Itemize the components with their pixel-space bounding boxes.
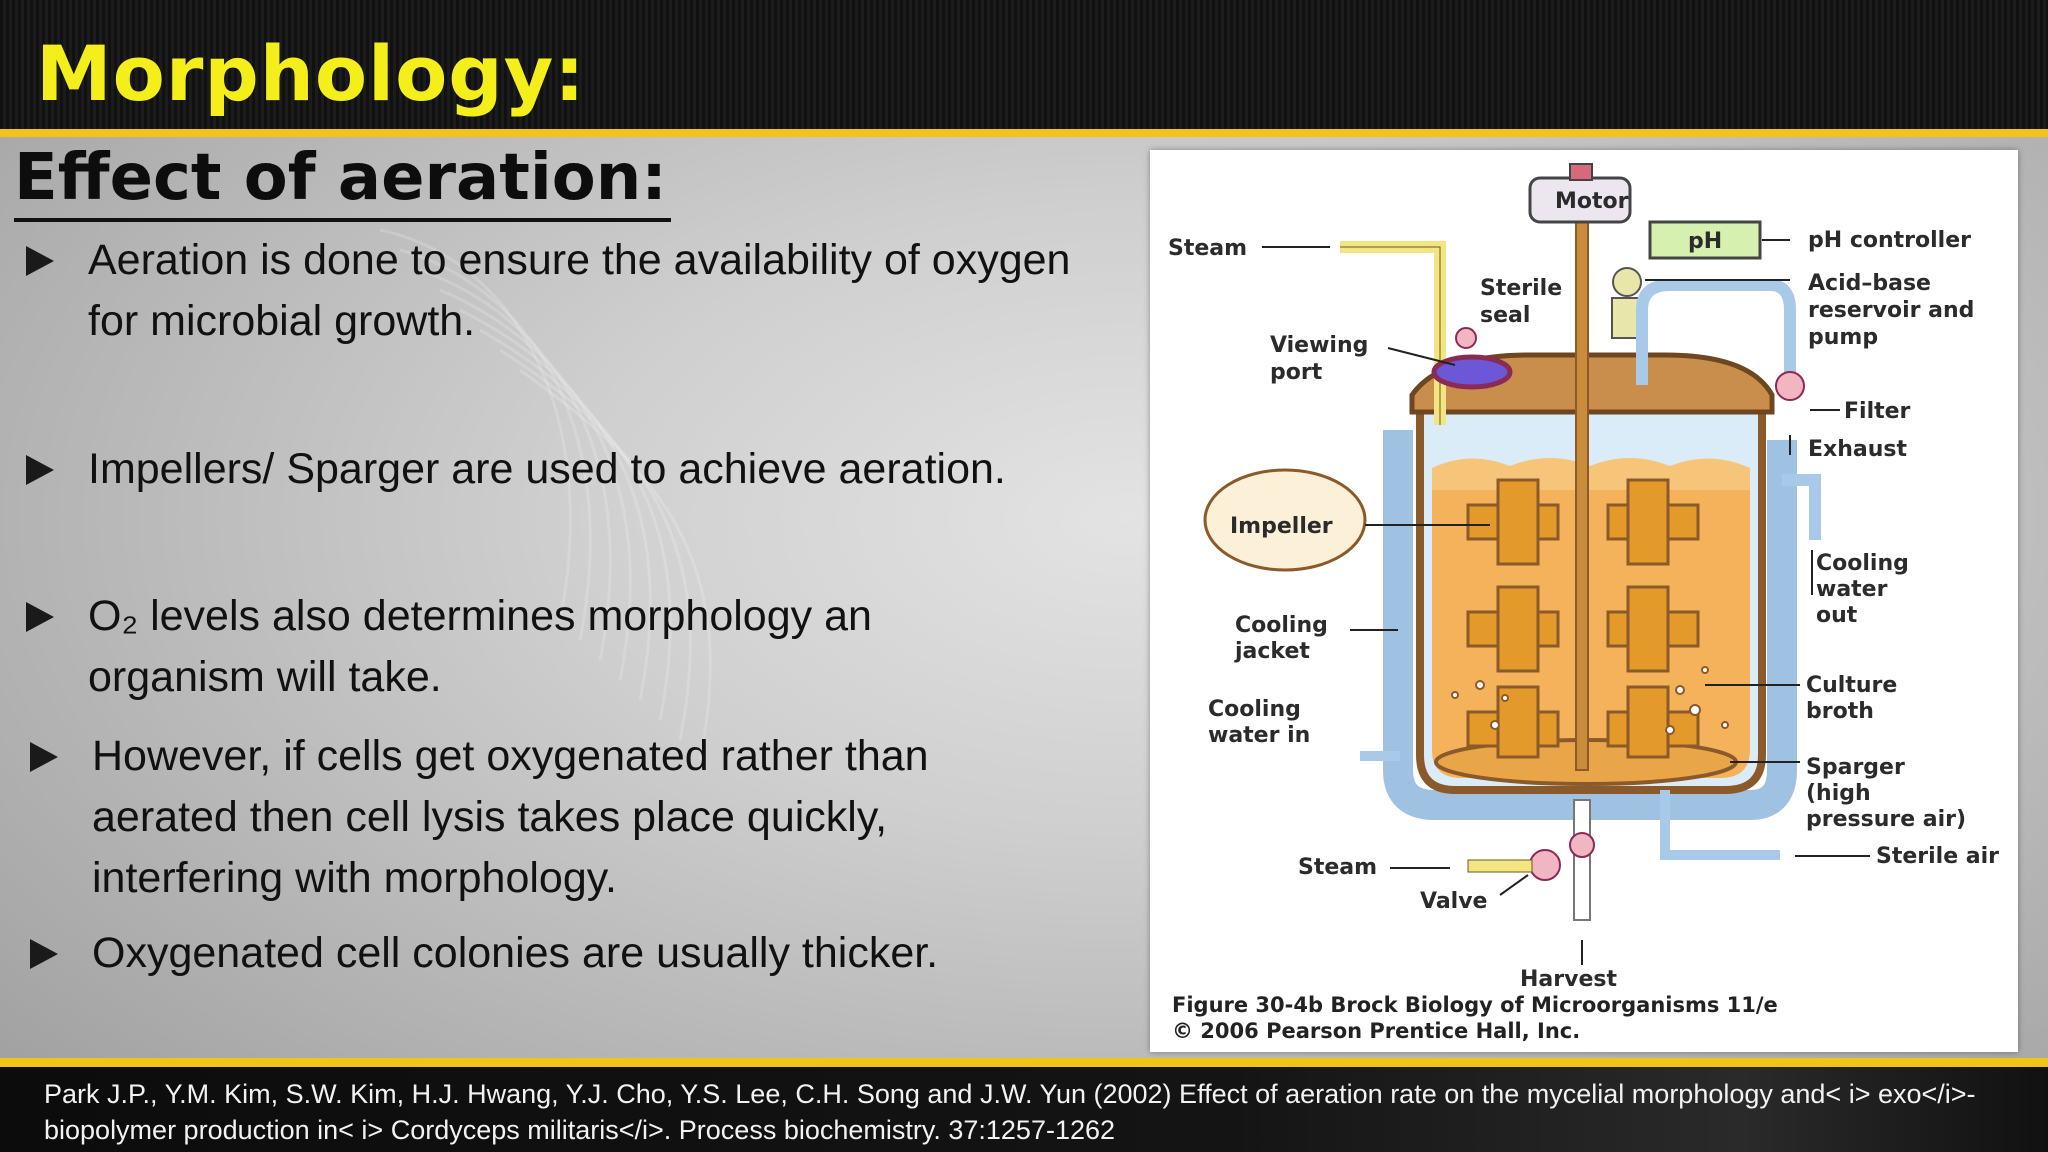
label-culture-broth-1: Culture xyxy=(1806,673,1898,698)
label-cooling-out-2: water xyxy=(1816,577,1888,602)
label-cooling-jacket-2: jacket xyxy=(1235,639,1310,664)
bullet-arrow-icon xyxy=(26,455,54,485)
bullet-arrow-icon xyxy=(30,939,58,969)
label-acid-base-1: Acid–base xyxy=(1808,271,1931,296)
label-sparger-3: pressure air) xyxy=(1806,807,1967,832)
label-cooling-in-2: water in xyxy=(1208,723,1311,748)
bullet-2 xyxy=(26,439,1116,500)
label-sterile-seal-2: seal xyxy=(1480,303,1531,328)
bullet-4 xyxy=(30,726,1060,909)
header-divider xyxy=(0,129,2048,137)
label-exhaust: Exhaust xyxy=(1808,437,1907,462)
bullet-5 xyxy=(30,923,1120,984)
bullet-text: Oxygenated cell colonies are usually thicker. xyxy=(92,929,939,977)
bullet-text: Impellers/ Sparger are used to achieve aeration. xyxy=(88,445,1006,493)
footer-divider xyxy=(0,1058,2048,1067)
label-motor: Motor xyxy=(1555,189,1629,214)
bullet-arrow-icon xyxy=(30,742,58,772)
fermenter-figure xyxy=(1150,150,2018,1052)
label-acid-base-2: reservoir and xyxy=(1808,298,1975,323)
label-ph-controller: pH controller xyxy=(1808,228,1971,253)
bullet-text: However, if cells get oxygenated rather than aerated then cell lysis takes place quickly, interfering with morphology. xyxy=(92,732,929,902)
citation: Park J.P., Y.M. Kim, S.W. Kim, H.J. Hwang, Y.J. Cho, Y.S. Lee, C.H. Song and J.W. Yun (2002) Effect of aeration rate on the mycelial morphology and< i> exo</i>-biopolymer production in< i> Cordyceps militaris</i>. Process biochemistry. 37:1257-1262 xyxy=(44,1079,1976,1145)
figure-caption-line-2: © 2006 Pearson Prentice Hall, Inc. xyxy=(1172,1019,1581,1043)
label-cooling-out-1: Cooling xyxy=(1816,551,1909,576)
bullet-arrow-icon xyxy=(26,246,54,276)
label-filter: Filter xyxy=(1844,399,1911,424)
bullet-arrow-icon xyxy=(26,602,54,632)
label-steam-bottom: Steam xyxy=(1298,855,1378,880)
label-cooling-out-3: out xyxy=(1816,603,1858,628)
label-viewing-port-2: port xyxy=(1270,360,1323,385)
label-cooling-in-1: Cooling xyxy=(1208,697,1301,722)
label-sterile-seal-1: Sterile xyxy=(1480,276,1563,301)
label-culture-broth-2: broth xyxy=(1806,699,1874,724)
bullet-text: O₂ levels also determines morphology an organism will take. xyxy=(88,592,872,701)
bullet-1 xyxy=(26,230,1116,352)
bullet-3 xyxy=(26,586,986,708)
slide-subtitle: Effect of aeration: xyxy=(14,138,671,222)
figure-caption xyxy=(1172,992,1778,1044)
label-acid-base-3: pump xyxy=(1808,325,1879,350)
label-sterile-air: Sterile air xyxy=(1876,844,2000,869)
figure-caption-line-1: Figure 30-4b Brock Biology of Microorganisms 11/e xyxy=(1172,993,1778,1017)
label-sparger-2: (high xyxy=(1806,781,1871,806)
slide-title: Morphology: xyxy=(36,29,586,118)
label-steam-top: Steam xyxy=(1168,236,1248,261)
bullet-text: Aeration is done to ensure the availability of oxygen for microbial growth. xyxy=(88,236,1071,345)
label-harvest: Harvest xyxy=(1520,967,1617,992)
label-viewing-port-1: Viewing xyxy=(1270,333,1369,358)
label-valve: Valve xyxy=(1420,889,1488,914)
fermenter-diagram xyxy=(1150,150,2018,1052)
label-ph: pH xyxy=(1688,229,1723,254)
label-impeller: Impeller xyxy=(1230,514,1333,539)
label-cooling-jacket-1: Cooling xyxy=(1235,613,1328,638)
label-sparger-1: Sparger xyxy=(1806,755,1905,780)
